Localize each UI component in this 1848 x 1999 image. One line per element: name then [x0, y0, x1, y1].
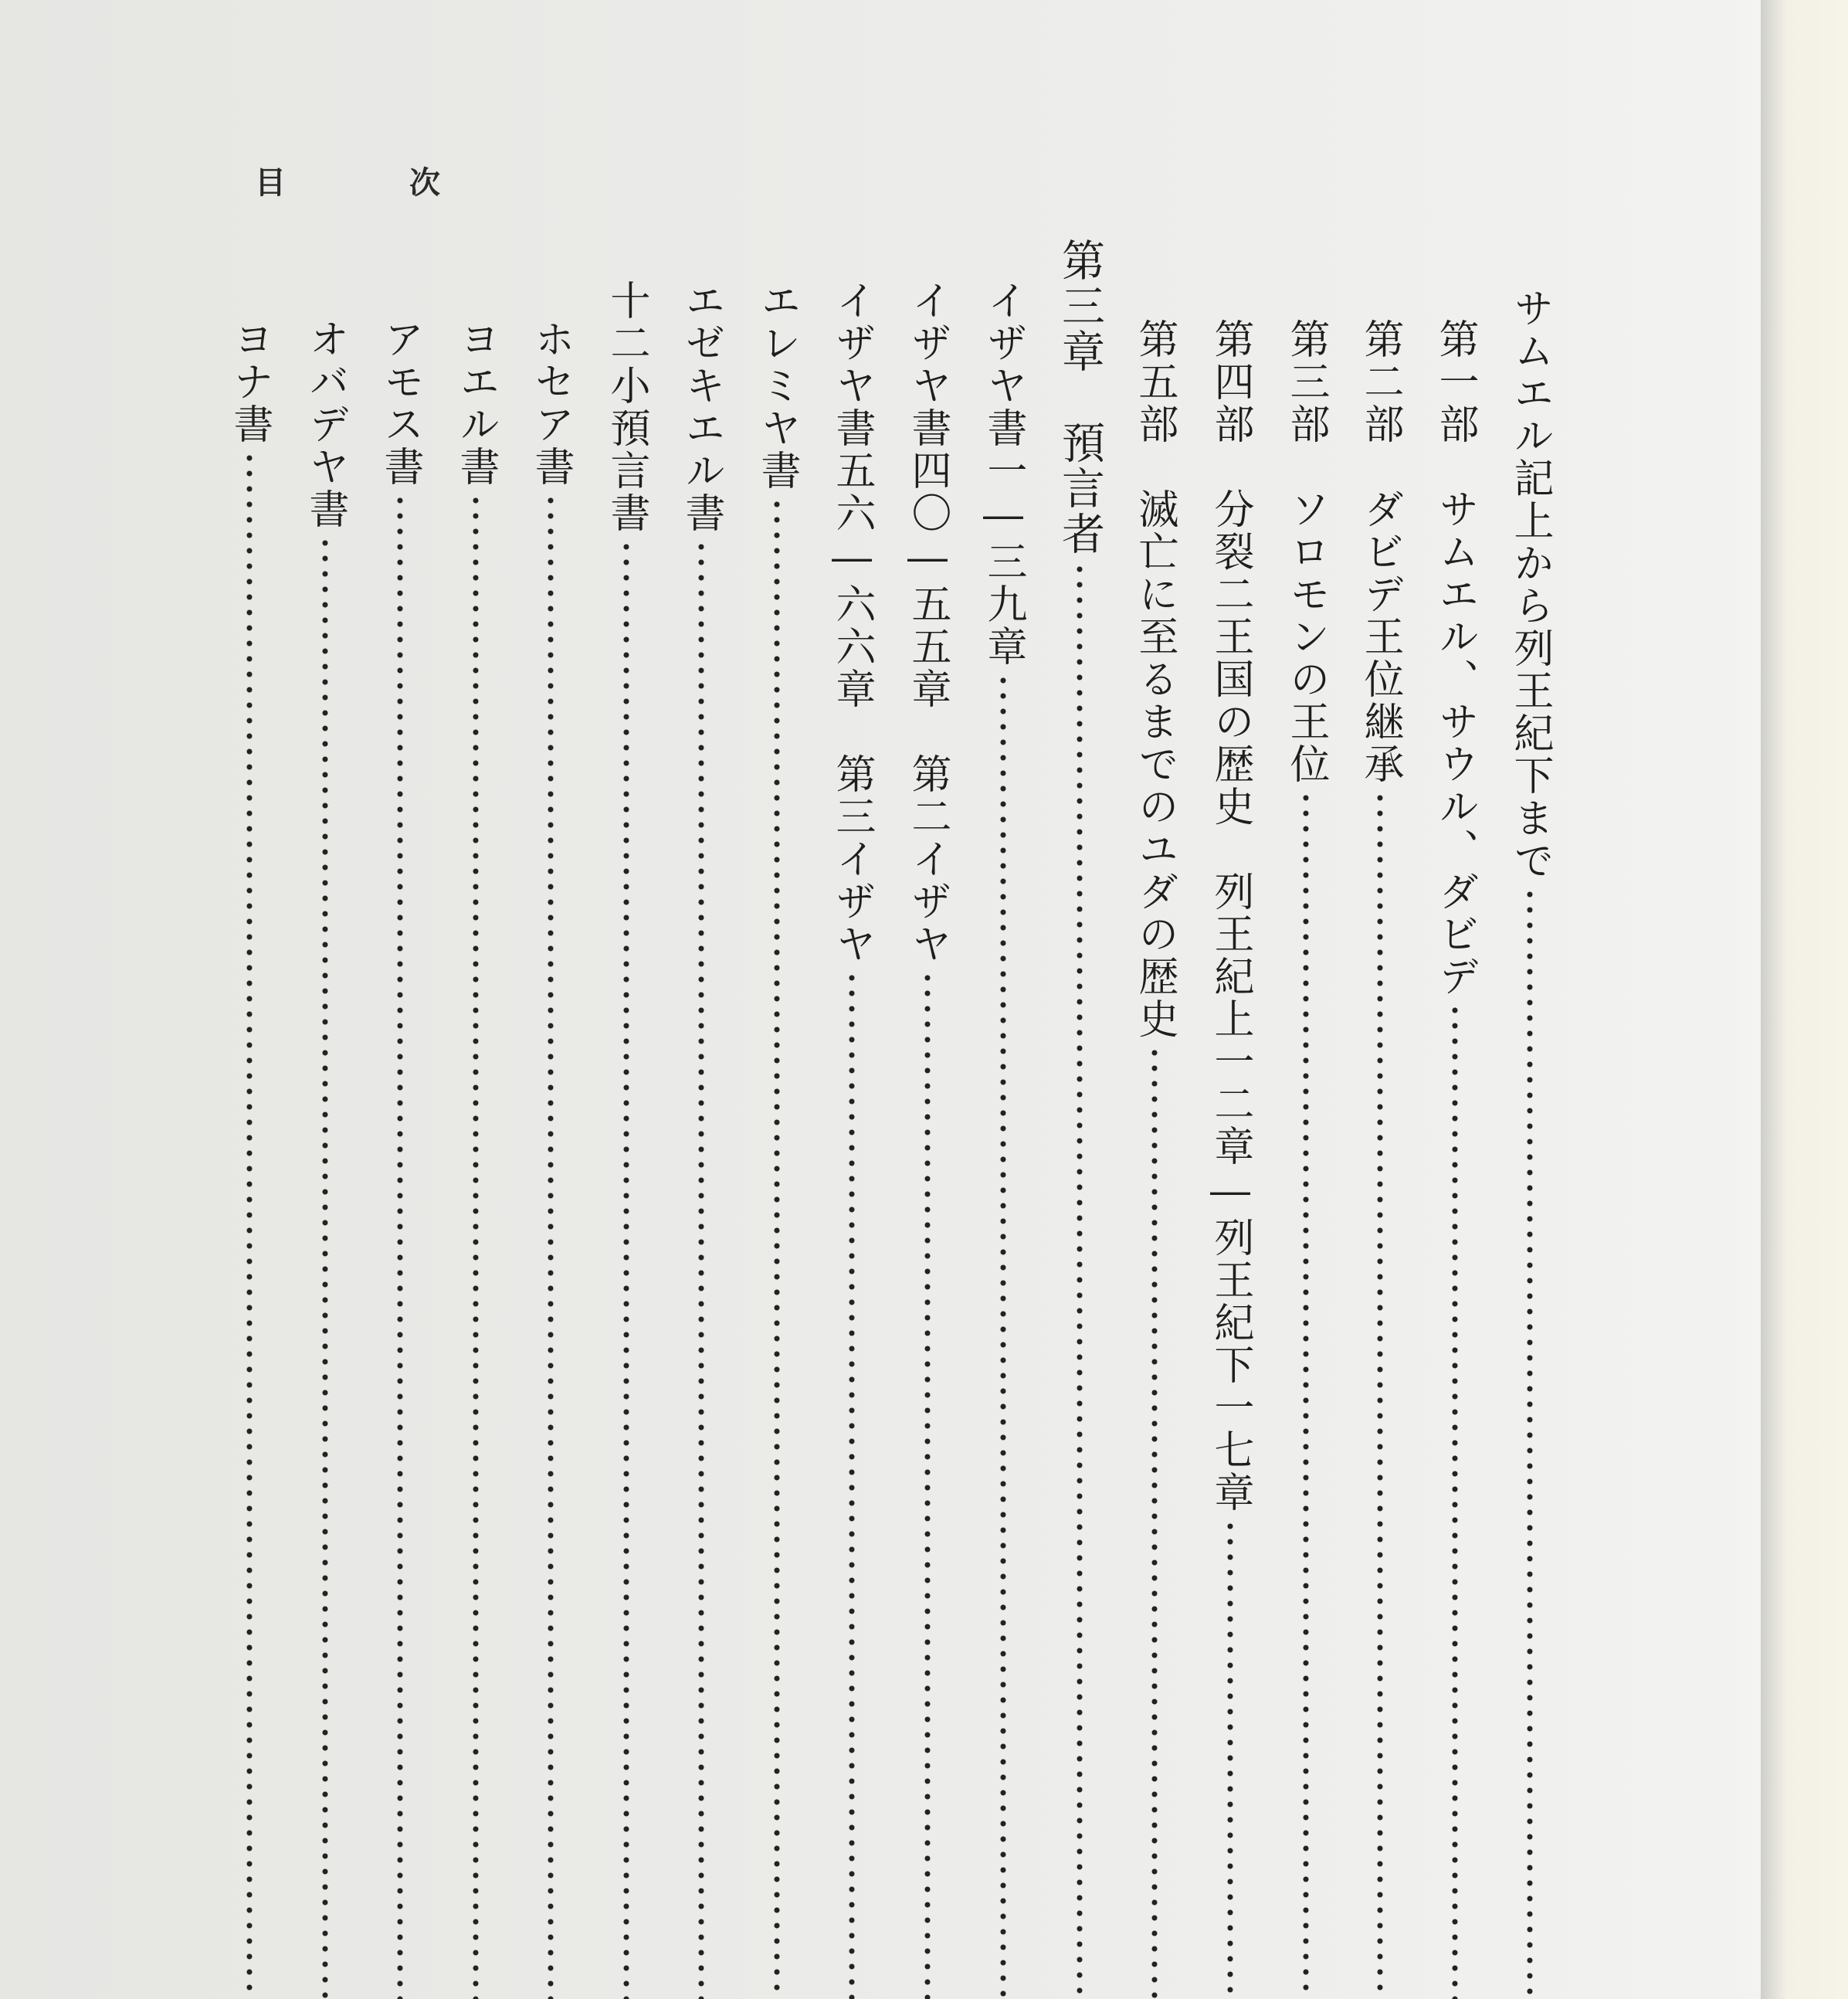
dot-leader — [827, 970, 877, 1999]
running-head: 目 次 — [255, 165, 487, 201]
toc-entry-text: イザヤ書五六―六六章 第三イザヤ — [829, 280, 875, 966]
toc-entry-text: ヨエル書 — [453, 318, 499, 488]
toc-entry — [1281, 318, 1331, 1999]
toc-entry-text: 第一部 サムエル、サウル、ダビデ — [1432, 318, 1478, 998]
toc-entry-text: 十二小預言書 — [603, 280, 649, 535]
dot-leader — [903, 970, 952, 1999]
toc-entry-text: 第五部 滅亡に至るまでのユダの歴史 — [1131, 318, 1178, 1040]
toc-entry-text: サムエル記上から列王紀下まで — [1507, 287, 1553, 882]
dot-leader — [752, 497, 802, 1999]
toc-entry — [300, 318, 350, 1999]
toc-entry — [1505, 287, 1555, 1999]
toc-entry-text: 第二部 ダビデ王位継承 — [1357, 318, 1403, 786]
dot-leader — [978, 673, 1028, 1999]
toc-entry — [225, 318, 274, 1999]
dot-leader — [451, 493, 500, 1999]
toc-entry — [1355, 318, 1405, 1999]
toc-entry — [602, 280, 651, 1999]
toc-entry — [752, 280, 802, 1999]
toc-entry-text: エゼキエル書 — [678, 280, 724, 535]
dot-leader — [1430, 1003, 1480, 1999]
dot-leader — [375, 493, 425, 1999]
toc-entry-text: オバデヤ書 — [302, 318, 348, 531]
toc-entry — [827, 280, 877, 1999]
dot-leader — [526, 493, 575, 1999]
toc-entry — [451, 318, 500, 1999]
dot-leader — [1281, 790, 1331, 1999]
toc-entry-text: ヨナ書 — [226, 318, 273, 446]
chapter-title: 第三章 預言者 — [1055, 238, 1105, 557]
toc-entry-text: 第三部 ソロモンの王位 — [1283, 318, 1329, 786]
toc-entry — [1205, 318, 1255, 1999]
toc-entry-text: イザヤ書四〇―五五章 第二イザヤ — [904, 280, 951, 966]
page-edge — [1761, 0, 1848, 1999]
dot-leader — [602, 539, 651, 1999]
toc-entry — [1130, 318, 1179, 1999]
dot-leader — [1355, 790, 1405, 1999]
toc-entry — [526, 318, 575, 1999]
toc-entry — [903, 280, 952, 1999]
toc-entry — [1430, 318, 1480, 1999]
dot-leader — [300, 535, 350, 1999]
toc-entry — [375, 318, 425, 1999]
toc-entry-text: アモス書 — [377, 318, 423, 488]
dot-leader — [225, 450, 274, 1999]
toc-entry — [978, 280, 1028, 1999]
toc-entry-text: エレミヤ書 — [754, 280, 800, 492]
toc-entry-text: 第四部 分裂二王国の歴史 列王紀上一二章―列王紀下一七章 — [1207, 318, 1253, 1514]
dot-leader — [676, 539, 726, 1999]
toc-entry-text: ホセア書 — [527, 318, 574, 488]
dot-leader — [1130, 1045, 1179, 1999]
dot-leader — [1505, 887, 1555, 1999]
toc-chapter — [1055, 238, 1104, 1999]
dot-leader — [1055, 562, 1104, 1999]
dot-leader — [1205, 1519, 1255, 1999]
toc-entry-text: イザヤ書一―三九章 — [980, 280, 1026, 668]
toc-entry — [676, 280, 726, 1999]
